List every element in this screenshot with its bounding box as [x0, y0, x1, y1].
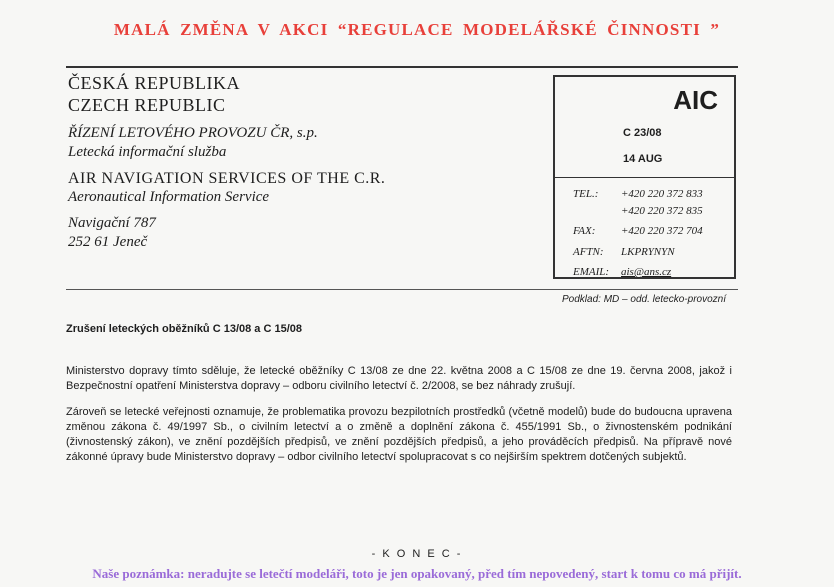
page-banner: MALÁ ZMĚNA V AKCI “REGULACE MODELÁŘSKÉ ČINNOSTI ”	[113, 20, 721, 39]
paragraph-2: Zároveň se letecké veřejnosti oznamuje, že problematika provozu bezpilotních prostředků (včetně modelů) bude do budoucna upravena změnou zákona č. 49/1997 Sb., o civilním letectví a o změně a doplnění zákona č. 455/1991 Sb., o živnostenském podnikání (živnostenský zákon), ve znění pozdějších předpisů, ve znění pozdějších předpisů, a jeho prováděcích předpisů. Na přípravě nové zákonné úpravy bude Ministerstvo dopravy – odbor civilního letectví spolupracovat s co nejširším spektrem dotčených subjektů.	[66, 406, 732, 463]
country-en: CZECH REPUBLIC	[68, 95, 226, 115]
end-marker: - K O N E C -	[371, 548, 463, 560]
service-en: Aeronautical Information Service	[68, 189, 270, 205]
document-subject: Zrušení leteckých oběžníků C 13/08 a C 15/08	[66, 323, 302, 335]
org-en: AIR NAVIGATION SERVICES OF THE C.R.	[68, 170, 386, 187]
email-link[interactable]: ais@ans.cz	[621, 266, 672, 278]
address-line1: Navigační 787	[68, 215, 156, 231]
header-bottom-rule	[66, 289, 738, 290]
aic-date: 14 AUG	[623, 153, 663, 165]
aftn-value: LKPRYNYN	[621, 246, 675, 258]
email-label: EMAIL:	[573, 266, 610, 278]
aic-title: AIC	[673, 85, 718, 115]
aic-number: C 23/08	[623, 127, 662, 139]
tel-2: +420 220 372 835	[621, 205, 703, 217]
tel-1: +420 220 372 833	[621, 188, 703, 200]
aftn-label: AFTN:	[573, 246, 604, 258]
service-cz: Letecká informační služba	[68, 144, 227, 160]
aic-box	[553, 75, 736, 279]
basis-note: Podklad: MD – odd. letecko-provozní	[562, 294, 726, 305]
fax-value: +420 220 372 704	[621, 225, 703, 237]
paragraph-1: Ministerstvo dopravy tímto sděluje, že letecké oběžníky C 13/08 ze dne 22. května 2008 a C 15/08 ze dne 19. června 2008, jakož i Bezpečnostní opatření Ministerstva dopravy – odboru civilního letectví č. 2/2008, se bez náhrady zrušují.	[66, 365, 732, 392]
footer-note: Naše poznámka: neradujte se letečtí modeláři, toto je jen opakovaný, před tím nepovedený, start k tomu co má přijít.	[92, 566, 742, 581]
header-top-rule	[66, 66, 738, 68]
aic-divider	[555, 177, 734, 178]
country-cz: ČESKÁ REPUBLIKA	[68, 73, 241, 93]
fax-label: FAX:	[573, 225, 596, 237]
tel-label: TEL.:	[573, 188, 599, 200]
address-line2: 252 61 Jeneč	[68, 234, 148, 250]
org-cz: ŘÍZENÍ LETOVÉHO PROVOZU ČR, s.p.	[68, 125, 318, 141]
